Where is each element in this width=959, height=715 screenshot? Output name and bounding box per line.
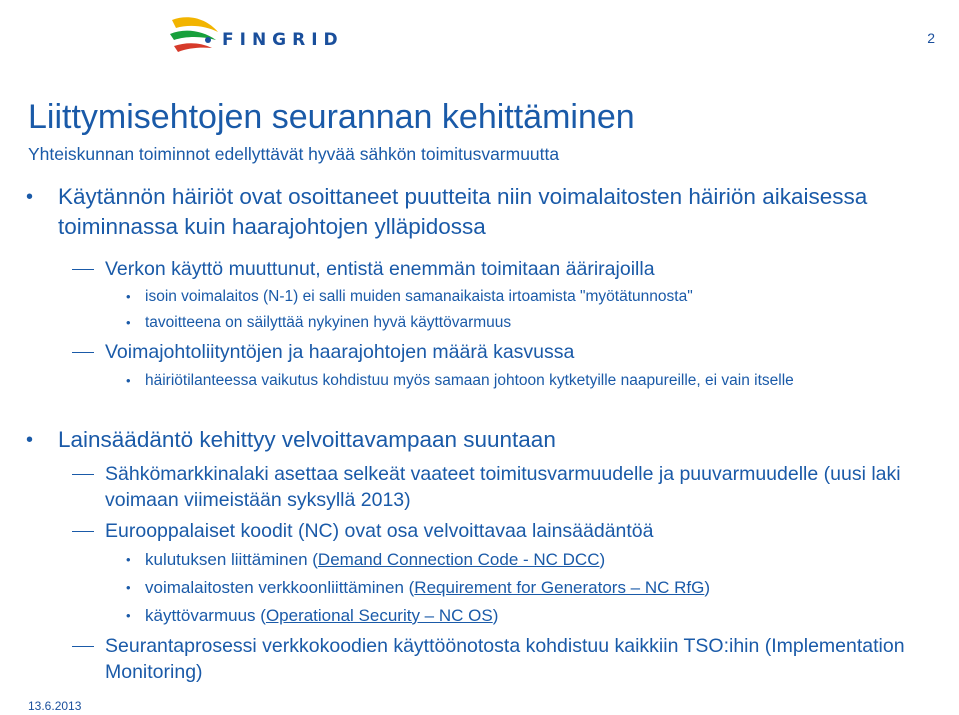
bullet-dot-icon: • xyxy=(26,429,34,451)
bullet-text: Verkon käyttö muuttunut, entistä enemmän toimitaan äärirajoilla xyxy=(105,258,655,280)
slide-title: Liittymisehtojen seurannan kehittäminen xyxy=(28,98,635,136)
bullet-text: Seurantaprosessi verkkokoodien käyttöönotosta kohdistuu kaikkiin TSO:ihin (Implementation Monitoring) xyxy=(105,635,905,683)
bullet-text-prefix: voimalaitosten verkkoonliittäminen ( xyxy=(145,578,415,597)
bullet-dot-icon: • xyxy=(126,608,131,623)
bullet-dot-icon: • xyxy=(126,315,131,330)
bullet-text-prefix: kulutuksen liittäminen ( xyxy=(145,550,318,569)
demand-connection-code-link[interactable]: Demand Connection Code - NC DCC xyxy=(317,550,600,569)
page-number: 2 xyxy=(927,30,935,46)
footer-date: 13.6.2013 xyxy=(28,699,82,713)
bullet-text: Eurooppalaiset koodit (NC) ovat osa velvoittavaa lainsäädäntöä xyxy=(105,520,654,542)
bullet-level2 xyxy=(105,461,935,513)
bullet-text: häiriötilanteessa vaikutus kohdistuu myös samaan johtoon kytketyille naapureille, ei vain itselle xyxy=(145,372,794,389)
bullet-text: Voimajohtoliityntöjen ja haarajohtojen määrä kasvussa xyxy=(105,341,575,363)
bullet-level2 xyxy=(105,256,935,282)
bullet-level3 xyxy=(126,548,915,572)
bullet-dot-icon: • xyxy=(26,186,34,208)
bullet-dot-icon: • xyxy=(126,373,131,388)
bullet-level3 xyxy=(126,285,915,309)
bullet-text: Sähkömarkkinalaki asettaa selkeät vaateet toimitusvarmuudelle ja puuvarmuudelle (uusi laki voimaan viimeistään syksyllä 2013) xyxy=(105,463,901,511)
bullet-text-suffix: ) xyxy=(704,578,711,597)
requirement-for-generators-link[interactable]: Requirement for Generators – NC RfG xyxy=(414,578,705,597)
logo-wordmark: FINGRID xyxy=(222,30,344,50)
bullet-dot-icon: • xyxy=(126,289,131,304)
bullet-level1 xyxy=(26,182,938,242)
dash-icon xyxy=(72,474,94,475)
bullet-level3 xyxy=(126,576,915,600)
bullet-text-suffix: ) xyxy=(599,550,606,569)
bullet-level1 xyxy=(26,425,938,455)
bullet-text-prefix: käyttövarmuus ( xyxy=(145,606,266,625)
bullet-text: Lainsäädäntö kehittyy velvoittavampaan suuntaan xyxy=(58,427,556,452)
bullet-text: tavoitteena on säilyttää nykyinen hyvä käyttövarmuus xyxy=(145,314,512,331)
bullet-text: Käytännön häiriöt ovat osoittaneet puutteita niin voimalaitosten häiriön aikaisessa toiminnassa kuin haarajohtojen ylläpidossa xyxy=(58,184,868,239)
slide-subtitle: Yhteiskunnan toiminnot edellyttävät hyvää sähkön toimitusvarmuutta xyxy=(28,144,560,164)
bullet-level2 xyxy=(105,633,935,685)
operational-security-link[interactable]: Operational Security – NC OS xyxy=(265,606,493,625)
bullet-level3 xyxy=(126,604,915,628)
bullet-level3 xyxy=(126,311,915,335)
bullet-dot-icon: • xyxy=(126,580,131,595)
bullet-dot-icon: • xyxy=(126,552,131,567)
bullet-text: isoin voimalaitos (N-1) ei salli muiden samanaikaista irtoamista "myötätunnosta" xyxy=(145,288,693,305)
dash-icon xyxy=(72,269,94,270)
bullet-text-suffix: ) xyxy=(492,606,499,625)
dash-icon xyxy=(72,531,94,532)
bullet-level2 xyxy=(105,518,935,544)
bullet-level2 xyxy=(105,339,935,365)
dash-icon xyxy=(72,352,94,353)
dash-icon xyxy=(72,646,94,647)
bullet-level3 xyxy=(126,369,915,393)
